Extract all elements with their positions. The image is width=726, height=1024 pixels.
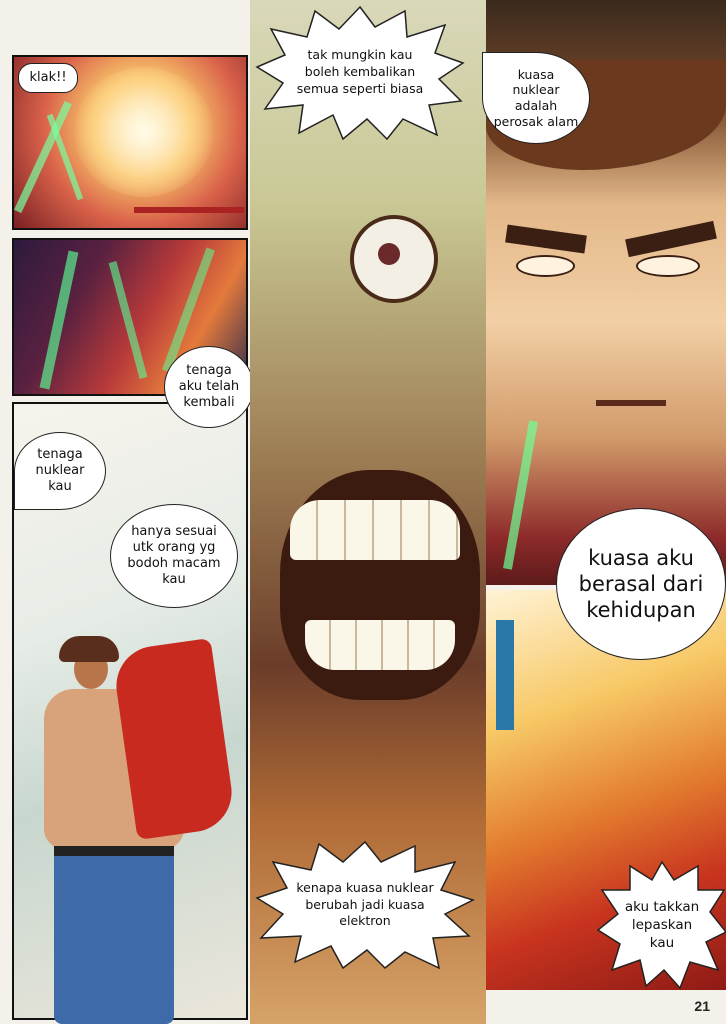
eye [516, 255, 575, 277]
panel-5-serious-face [486, 0, 726, 623]
speech-bubble: kuasa nuklear adalah perosak alam [482, 52, 590, 144]
panel-1-fist [12, 55, 248, 230]
fist-glow [74, 67, 214, 197]
speech-bubble: tenaga aku telah kembali [164, 346, 254, 428]
sfx-bubble: klak!! [18, 63, 78, 93]
page-number: 21 [694, 998, 710, 1014]
fighter-hair [59, 636, 119, 662]
fighter-belt [54, 846, 174, 856]
energy-streak [109, 261, 148, 379]
panel-3-fighter [12, 362, 248, 1020]
energy-streak [40, 250, 79, 389]
fighter-jeans [54, 849, 174, 1024]
speech-bubble: tenaga nuklear kau [14, 432, 106, 510]
speech-bubble: hanya sesuai utk orang yg bodoh macam kau [110, 504, 238, 608]
burst-text: kenapa kuasa nuklear berubah jadi kuasa elektron [296, 879, 434, 929]
mouth [596, 400, 666, 406]
sfx-mark [496, 620, 514, 730]
eyebrow [625, 221, 717, 257]
panel-4-screaming-face [250, 0, 486, 1024]
eye [636, 255, 700, 277]
lower-teeth [305, 620, 455, 670]
eyebrow [505, 225, 587, 254]
sfx-mark [134, 207, 244, 213]
burst-text: tak mungkin kau boleh kembalikan semua seperti biasa [296, 47, 424, 96]
shout-burst [255, 840, 475, 970]
shout-burst [598, 860, 726, 990]
pupil [378, 243, 400, 265]
speech-bubble: kuasa aku berasal dari kehidupan [556, 508, 726, 660]
energy-streak [503, 420, 538, 569]
upper-teeth [290, 500, 460, 560]
burst-text: aku takkan lepaskan kau [624, 898, 700, 952]
shout-burst [255, 5, 465, 140]
